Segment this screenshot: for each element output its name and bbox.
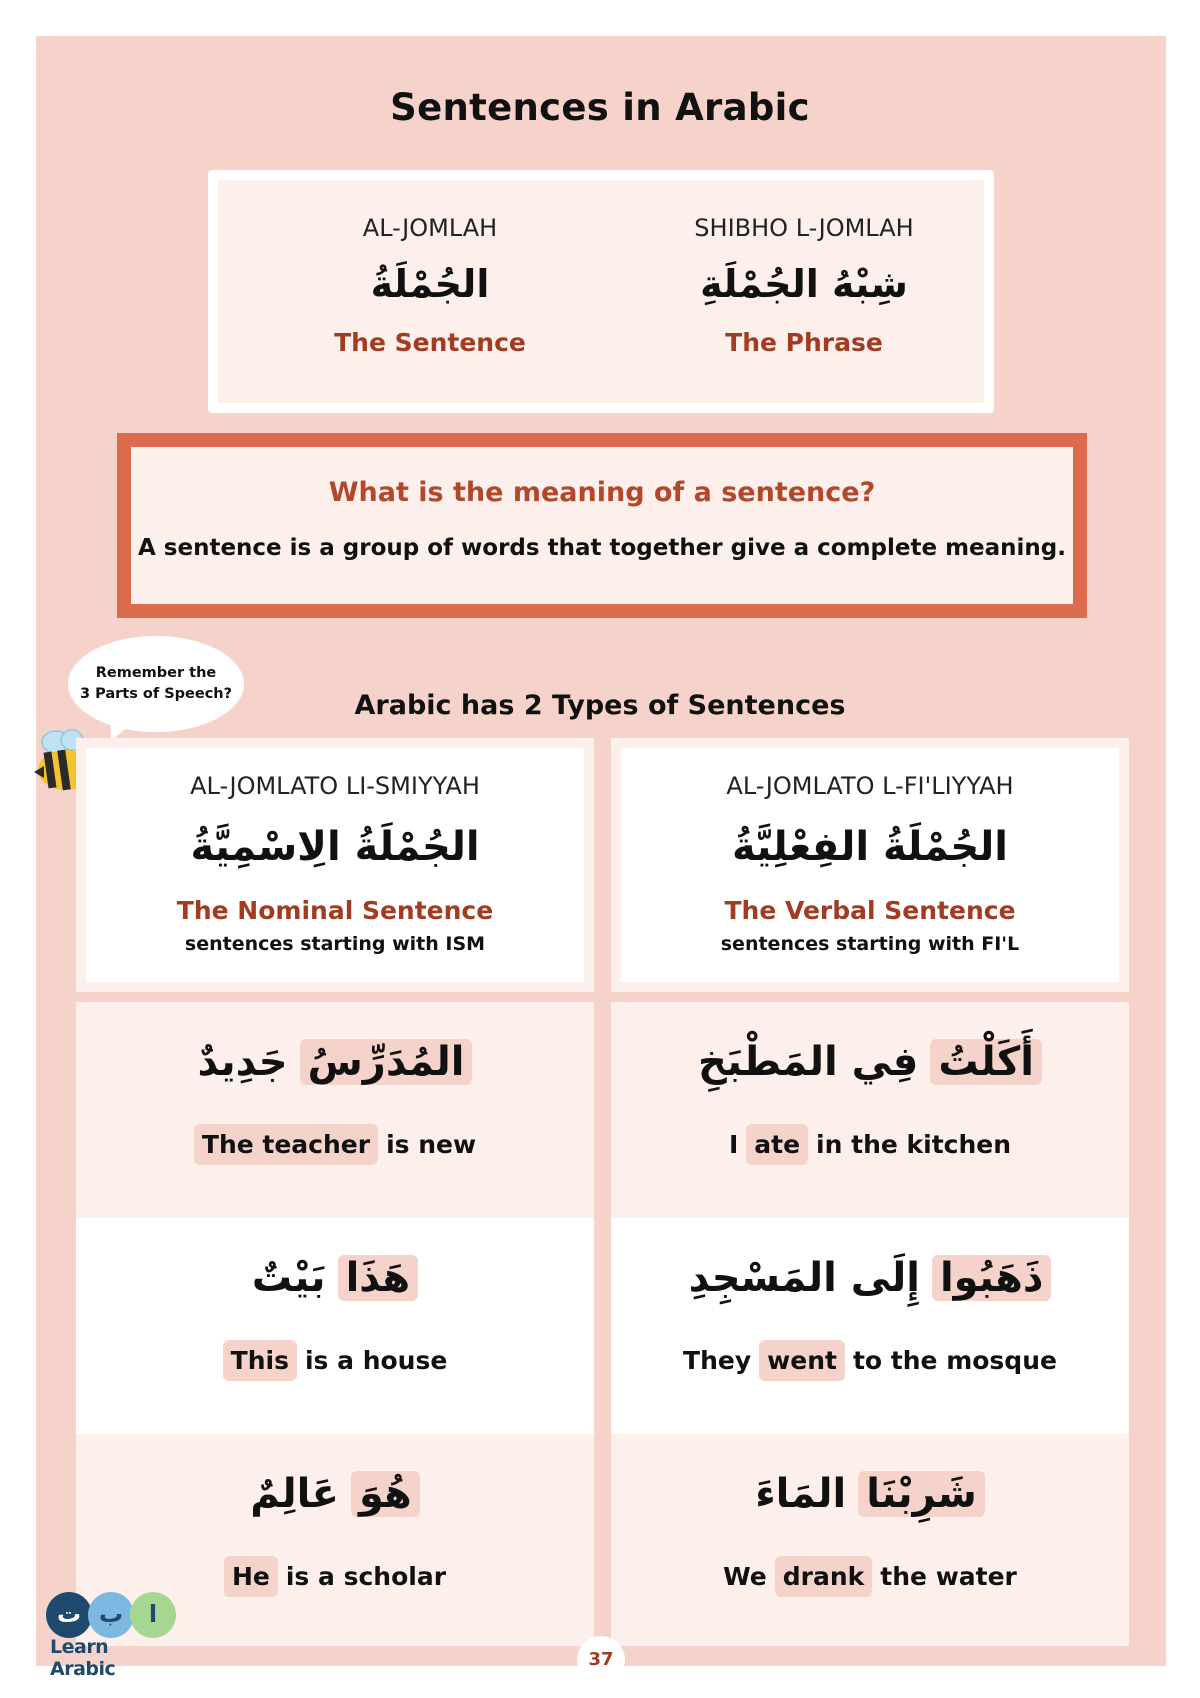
arabic-rest: جَدِيدٌ (197, 1039, 288, 1085)
sentence-english: The Sentence (334, 328, 526, 357)
english-rest: is a scholar (285, 1562, 447, 1591)
nominal-example-1-english (76, 1124, 594, 1165)
nominal-example-3-arabic (76, 1462, 594, 1526)
verbal-transliteration: AL-JOMLATO L-FI'LIYYAH (726, 772, 1014, 800)
nominal-arabic: الجُمْلَةُ الِاسْمِيَّةُ (190, 824, 480, 870)
english-rest: in the kitchen (816, 1130, 1012, 1159)
page-title: Sentences in Arabic (390, 86, 810, 129)
learn-arabic-logo (46, 1592, 176, 1680)
sentence-arabic: الجُمْلَةُ (370, 262, 490, 306)
nominal-sentence-card (76, 738, 594, 992)
definition-answer: A sentence is a group of words that together give a complete meaning. (137, 535, 1067, 561)
arabic-rest: إِلَى المَسْجِدِ (688, 1255, 920, 1301)
sentence-transliteration: AL-JOMLAH (362, 214, 498, 242)
speech-bubble-line-2: 3 Parts of Speech? (79, 686, 233, 702)
speech-bubble-line-1: Remember the (95, 665, 217, 681)
verbal-example-2-english (611, 1340, 1129, 1381)
highlighted-word: أَكَلْتُ (930, 1039, 1042, 1085)
nominal-example-1-arabic (76, 1030, 594, 1094)
verbal-example-3-english (611, 1556, 1129, 1597)
english-subject: We (723, 1562, 767, 1591)
logo-letter-ba: ب (88, 1592, 134, 1638)
phrase-transliteration: SHIBHO L-JOMLAH (694, 214, 914, 242)
highlighted-word: هُوَ (351, 1471, 420, 1517)
verbal-example-2 (611, 1218, 1129, 1434)
page-number: 37 (577, 1636, 625, 1684)
highlighted-word: drank (775, 1556, 873, 1597)
phrase-english: The Phrase (725, 328, 883, 357)
highlighted-word: هَذَا (338, 1255, 419, 1301)
highlighted-word: المُدَرِّسُ (300, 1039, 473, 1085)
verbal-arabic: الجُمْلَةُ الفِعْلِيَّةُ (732, 824, 1008, 870)
phrase-arabic: شِبْهُ الجُمْلَةِ (700, 262, 908, 306)
nominal-example-3-english (76, 1556, 594, 1597)
verbal-example-1-arabic (611, 1030, 1129, 1094)
english-rest: is a house (304, 1346, 448, 1375)
nominal-example-2-arabic (76, 1246, 594, 1310)
verbal-example-3 (611, 1434, 1129, 1646)
arabic-rest: فِي المَطْبَخِ (698, 1039, 919, 1085)
highlighted-word: He (224, 1556, 278, 1597)
verbal-example-3-arabic (611, 1462, 1129, 1526)
logo-letter-alif: ا (130, 1592, 176, 1638)
highlighted-word: went (759, 1340, 845, 1381)
types-heading: Arabic has 2 Types of Sentences (354, 690, 846, 721)
verbal-example-1 (611, 1002, 1129, 1218)
english-subject: They (683, 1346, 752, 1375)
definition-box (117, 433, 1087, 618)
verbal-example-2-arabic (611, 1246, 1129, 1310)
verbal-description: sentences starting with FI'L (720, 933, 1020, 955)
english-rest: the water (880, 1562, 1017, 1591)
nominal-example-2-english (76, 1340, 594, 1381)
logo-letter-ta: ت (46, 1592, 92, 1638)
nominal-example-1 (76, 1002, 594, 1218)
sentence-column (240, 180, 620, 357)
nominal-example-2 (76, 1218, 594, 1434)
phrase-column (614, 180, 994, 357)
sentence-phrase-box (208, 170, 994, 413)
arabic-rest: المَاءَ (755, 1471, 847, 1517)
highlighted-word: The teacher (194, 1124, 378, 1165)
verbal-example-1-english (611, 1124, 1129, 1165)
nominal-description: sentences starting with ISM (184, 933, 486, 955)
nominal-english: The Nominal Sentence (176, 896, 494, 925)
highlighted-word: ate (746, 1124, 808, 1165)
arabic-rest: عَالِمٌ (250, 1471, 339, 1517)
highlighted-word: شَرِبْنَا (858, 1471, 985, 1517)
english-rest: is new (386, 1130, 477, 1159)
english-rest: to the mosque (852, 1346, 1057, 1375)
nominal-transliteration: AL-JOMLATO LI-SMIYYAH (190, 772, 480, 800)
definition-question: What is the meaning of a sentence? (328, 477, 876, 508)
english-subject: I (728, 1130, 739, 1159)
verbal-english: The Verbal Sentence (724, 896, 1016, 925)
highlighted-word: ذَهَبُوا (932, 1255, 1051, 1301)
arabic-rest: بَيْتٌ (251, 1255, 326, 1301)
logo-text: Learn Arabic (50, 1636, 116, 1680)
highlighted-word: This (223, 1340, 297, 1381)
verbal-sentence-card (611, 738, 1129, 992)
